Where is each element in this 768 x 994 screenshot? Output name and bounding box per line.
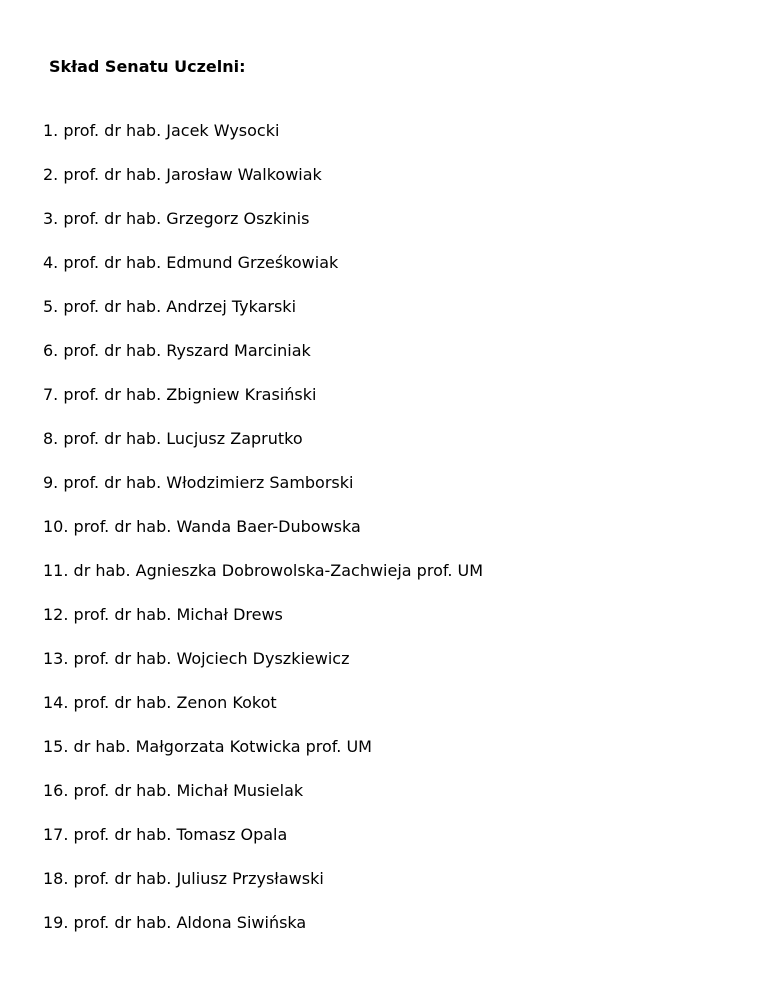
- list-item: 10. prof. dr hab. Wanda Baer-Dubowska: [43, 517, 361, 536]
- list-item: 6. prof. dr hab. Ryszard Marciniak: [43, 341, 311, 360]
- list-item: 7. prof. dr hab. Zbigniew Krasiński: [43, 385, 317, 404]
- list-item: 8. prof. dr hab. Lucjusz Zaprutko: [43, 429, 303, 448]
- list-item: 11. dr hab. Agnieszka Dobrowolska-Zachwieja prof. UM: [43, 561, 484, 580]
- senate-members-list: [43, 121, 483, 957]
- list-item: 16. prof. dr hab. Michał Musielak: [43, 781, 304, 800]
- list-item: 19. prof. dr hab. Aldona Siwińska: [43, 913, 307, 932]
- list-item: 2. prof. dr hab. Jarosław Walkowiak: [43, 165, 322, 184]
- list-item: 1. prof. dr hab. Jacek Wysocki: [43, 121, 280, 140]
- list-item: 14. prof. dr hab. Zenon Kokot: [43, 693, 277, 712]
- list-item: 4. prof. dr hab. Edmund Grześkowiak: [43, 253, 339, 272]
- list-item: 18. prof. dr hab. Juliusz Przysławski: [43, 869, 324, 888]
- list-item: 17. prof. dr hab. Tomasz Opala: [43, 825, 288, 844]
- page-title: Skład Senatu Uczelni:: [49, 57, 246, 76]
- list-item: 13. prof. dr hab. Wojciech Dyszkiewicz: [43, 649, 350, 668]
- list-item: 9. prof. dr hab. Włodzimierz Samborski: [43, 473, 354, 492]
- list-item: 15. dr hab. Małgorzata Kotwicka prof. UM: [43, 737, 372, 756]
- list-item: 12. prof. dr hab. Michał Drews: [43, 605, 283, 624]
- list-item: 3. prof. dr hab. Grzegorz Oszkinis: [43, 209, 310, 228]
- list-item: 5. prof. dr hab. Andrzej Tykarski: [43, 297, 297, 316]
